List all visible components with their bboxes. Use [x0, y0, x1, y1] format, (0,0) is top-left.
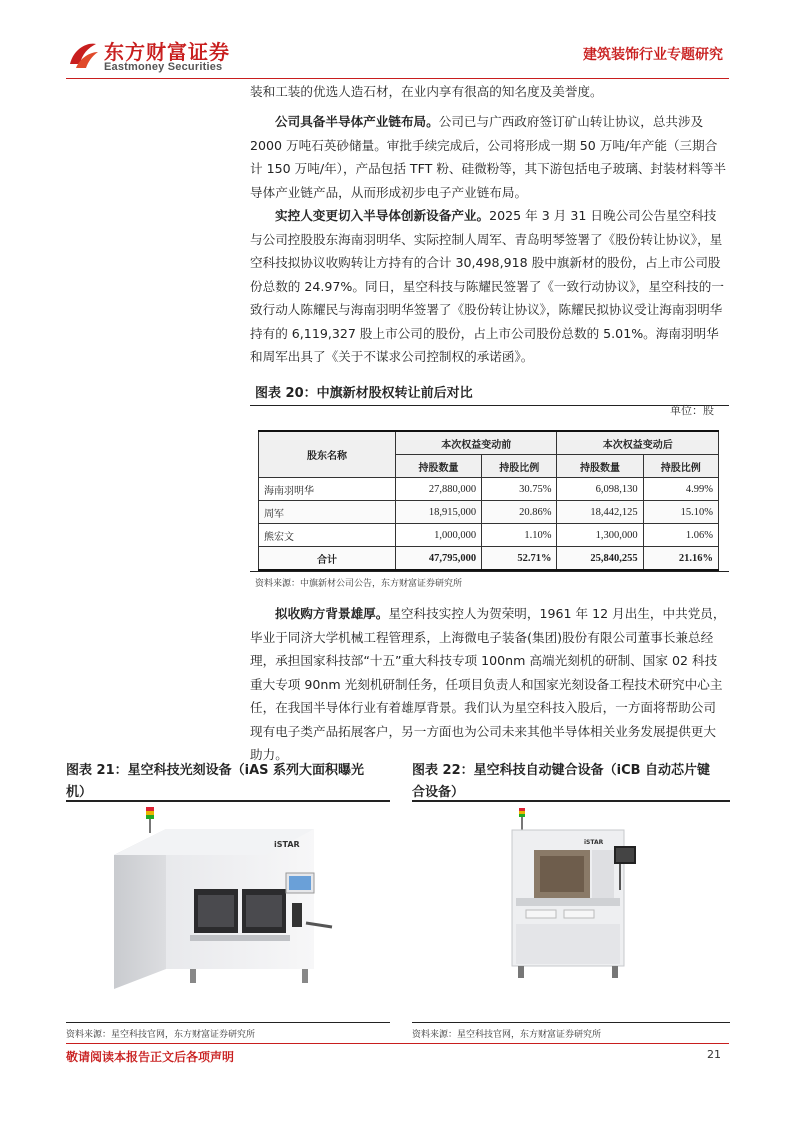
figure-20-title: 图表 20：中旗新材股权转让前后对比 — [255, 386, 473, 401]
total-shares-before: 47,795,000 — [396, 547, 482, 571]
header-divider — [66, 78, 729, 79]
ratio-after: 15.10% — [643, 501, 718, 524]
table-row — [259, 524, 719, 547]
shares-after: 6,098,130 — [557, 478, 643, 501]
shareholder-name: 熊宏文 — [259, 524, 396, 547]
shareholder-name: 周军 — [259, 501, 396, 524]
shareholder-name: 海南羽明华 — [259, 478, 396, 501]
figure-22-bottom-rule — [412, 1022, 730, 1023]
ratio-before: 20.86% — [482, 501, 557, 524]
total-label: 合计 — [259, 547, 396, 571]
table-row — [259, 501, 719, 524]
shares-before: 27,880,000 — [396, 478, 482, 501]
total-shares-after: 25,840,255 — [557, 547, 643, 571]
table-subheader-shares-after: 持股数量 — [557, 455, 643, 478]
paragraph-text: 2025 年 3 月 31 日晚公司公告星空科技与公司控股股东海南羽明华、实际控制人周军、青岛明琴签署了《股份转让协议》，星空科技拟协议收购转让方持有的合计 30,498,918 股中旗新材的股份，占上市公司股份总数的 24.97%。同日，星空科技与陈耀民签署了《一致行动协议》，星空科技的一致行动人陈耀民与海南羽明华签署了《股份转让协议》，陈耀民拟协议受让海南羽明华持有的 6,119,327 股上市公司的股份，占上市公司股份总数的 5.01%。海南羽明华和周军出具了《关于不谋求公司控制权的承诺函》。 — [250, 208, 724, 364]
shares-before: 1,000,000 — [396, 524, 482, 547]
total-ratio-after: 21.16% — [643, 547, 718, 571]
paragraph-text: 公司已与广西政府签订矿山转让协议，总共涉及 2000 万吨石英砂储量。审批手续完成后，公司将形成一期 50 万吨/年产能（三期合计 150 万吨/年），产品包括 TFT 粉、硅微粉等，其下游包括电子玻璃、封装材料等半导体产业链产品，从而形成初步电子产业链布局。 — [250, 114, 726, 200]
shares-after: 1,300,000 — [557, 524, 643, 547]
table-subheader-shares-before: 持股数量 — [396, 455, 482, 478]
figure-21-title-line2: 机） — [66, 785, 93, 800]
paragraph-lead: 拟收购方背景雄厚。 — [275, 606, 389, 621]
table-subheader-ratio-after: 持股比例 — [643, 455, 718, 478]
eastmoney-logo-icon — [66, 38, 100, 72]
figure-20-unit: 单位：股 — [670, 404, 714, 417]
ratio-after: 4.99% — [643, 478, 718, 501]
shares-before: 18,915,000 — [396, 501, 482, 524]
table-header-after: 本次权益变动后 — [557, 431, 719, 455]
figure-20-title-rule — [250, 405, 729, 406]
table-total-row — [259, 547, 719, 571]
figure-22-title-line2: 合设备） — [412, 785, 465, 800]
ratio-before: 1.10% — [482, 524, 557, 547]
machine-brand-label: iSTAR — [274, 840, 300, 849]
figure-20-source: 资料来源：中旗新材公司公告，东方财富证券研究所 — [255, 579, 463, 589]
figure-21-source: 资料来源：星空科技官网，东方财富证券研究所 — [66, 1030, 256, 1040]
logo-english-name: Eastmoney Securities — [104, 61, 223, 73]
footer-divider — [66, 1043, 729, 1044]
shares-after: 18,442,125 — [557, 501, 643, 524]
ratio-after: 1.06% — [643, 524, 718, 547]
figure-21-title — [66, 760, 390, 804]
figure-22-source: 资料来源：星空科技官网，东方财富证券研究所 — [412, 1030, 602, 1040]
paragraph-semiconductor-chain — [250, 110, 728, 204]
figure-21-bottom-rule — [66, 1022, 390, 1023]
paragraph-intro — [250, 80, 728, 104]
figure-20-bottom-rule — [250, 571, 729, 572]
table-header-before: 本次权益变动前 — [396, 431, 557, 455]
paragraph-text: 星空科技实控人为贺荣明，1961 年 12 月出生，中共党员，毕业于同济大学机械工程管理系，上海微电子装备(集团)股份有限公司董事长兼总经理，承担国家科技部“十五”重大科技专项 100nm 高端光刻机的研制、国家 02 科技重大专项 90nm 光刻机研制任务，任项目负责人和国家光刻设备工程技术研究中心主任，在我国半导体行业有着雄厚背景。我们认为星空科技入股后，一方面将帮助公司现有电子类产品拓展客户，另一方面也为公司未来其他半导体相关业务发展提供更大助力。 — [250, 606, 726, 762]
paragraph-control-change — [250, 204, 728, 369]
machine-brand-label: iSTAR — [584, 839, 604, 846]
figure-22-title-line1: 图表 22：星空科技自动键合设备（iCB 自动芯片键 — [412, 763, 711, 778]
figure-22-title — [412, 760, 730, 804]
paragraph-lead: 实控人变更切入半导体创新设备产业。 — [275, 208, 490, 223]
page-number: 21 — [707, 1048, 721, 1061]
shareholding-table — [258, 430, 719, 571]
paragraph-lead: 公司具备半导体产业链布局。 — [275, 114, 439, 129]
lithography-machine-image — [106, 803, 346, 1003]
company-logo — [66, 36, 236, 76]
total-ratio-before: 52.71% — [482, 547, 557, 571]
ratio-before: 30.75% — [482, 478, 557, 501]
paragraph-text: 装和工装的优选人造石材，在业内享有很高的知名度及美誉度。 — [250, 84, 603, 99]
logo-chinese-name: 东方财富证券 — [104, 40, 230, 64]
bonding-machine-image — [492, 806, 652, 984]
table-row — [259, 478, 719, 501]
figure-21-title-line1: 图表 21：星空科技光刻设备（iAS 系列大面积曝光 — [66, 763, 365, 778]
figure-21-title-rule — [66, 800, 390, 802]
paragraph-acquirer-background — [250, 602, 728, 767]
footer-disclaimer: 敬请阅读本报告正文后各项声明 — [66, 1050, 235, 1064]
figure-22-title-rule — [412, 800, 730, 802]
table-header-name: 股东名称 — [259, 431, 396, 478]
report-type-title: 建筑装饰行业专题研究 — [583, 47, 723, 63]
table-subheader-ratio-before: 持股比例 — [482, 455, 557, 478]
